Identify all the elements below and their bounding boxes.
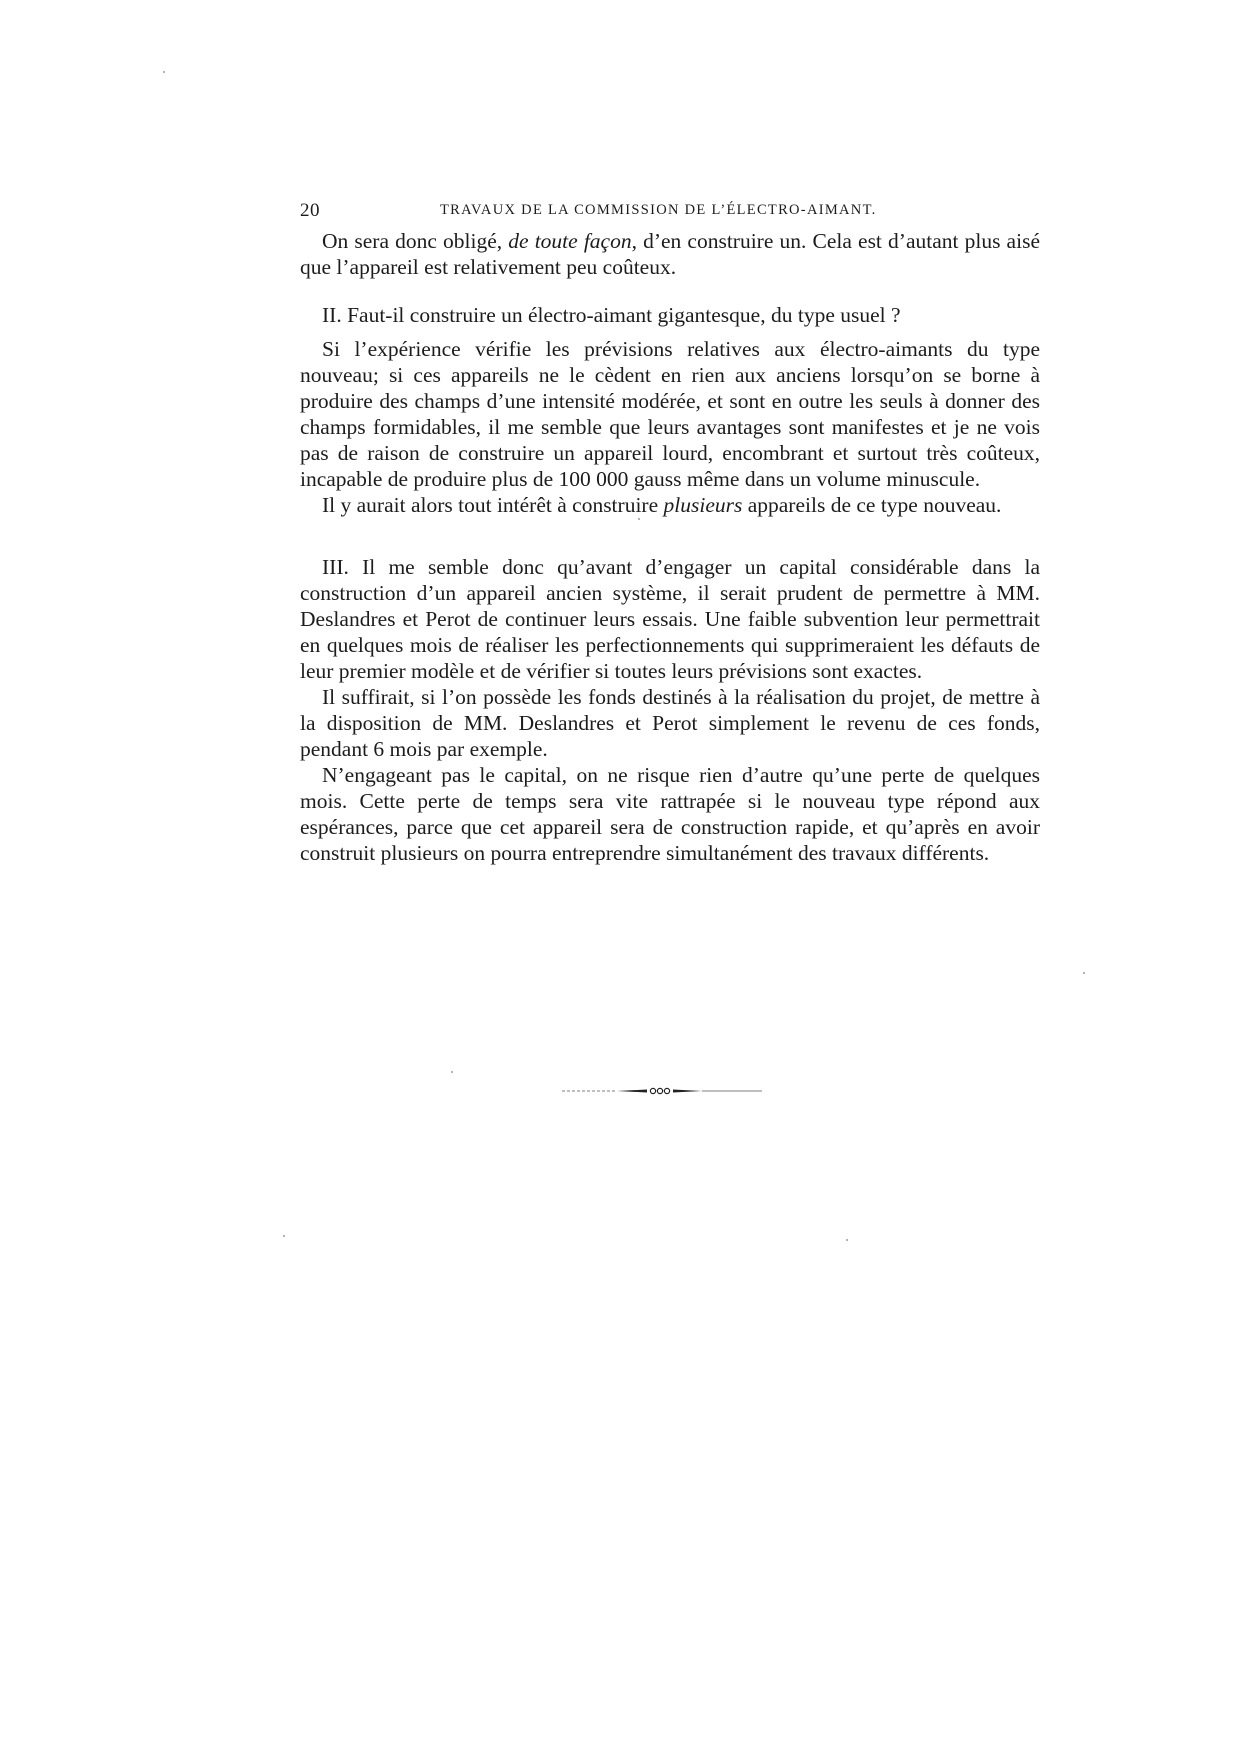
section-3-text: Il me semble donc qu’avant d’engager un capital considérable dans la construction d’un appareil ancien système, il serait prudent de permettre à MM. Deslandres et Perot de continuer leurs essais. Une faible subvention leur permettrait en quelques mois de réaliser les perfectionnements qui supprimeraient les défauts de leur premier modèle et de vérifier si toutes leurs prévisions sont exactes. xyxy=(300,555,1040,683)
paragraph-4 xyxy=(300,492,1040,518)
paragraph-7: N’engageant pas le capital, on ne risque rien d’autre qu’une perte de quelques mois. Cette perte de temps sera vite rattrapée si le nouveau type répond aux espérances, parce que cet appareil sera de construction rapide, et qu’après en avoir construit plusieurs on pourra entreprendre simultanément des travaux différents. xyxy=(300,763,1040,865)
scan-speck xyxy=(283,1235,285,1237)
paragraph-1-after: , d’en construire un. Cela est d’autant plus aisé que l’appareil est relativement peu coûteux. xyxy=(300,229,1040,279)
page-header xyxy=(300,200,1040,224)
scan-speck xyxy=(846,1239,848,1241)
section-3-numeral: III. xyxy=(322,555,349,579)
section-3-paragraph xyxy=(300,554,1040,684)
tailpiece-ornament-icon xyxy=(562,1086,762,1096)
paragraph-4-emphasis: plusieurs xyxy=(663,493,743,517)
paragraph-1-emphasis: de toute façon xyxy=(508,229,632,253)
paragraph-3: Si l’expérience vérifie les prévisions relatives aux électro-aimants du type nouveau; si ces appareils ne le cèdent en rien aux anciens lorsqu’on se borne à produire des champs d’une intensité modérée, et sont en outre les seuls à donner des champs formidables, il me semble que leurs avantages sont manifestes et je ne vois pas de raison de construire un appareil lourd, encombrant et surtout très coûteux, incapable de produire plus de 100 000 gauss même dans un volume minuscule. xyxy=(300,337,1040,491)
paragraph-6: Il suffirait, si l’on possède les fonds destinés à la réalisation du projet, de mettre à la disposition de MM. Deslandres et Perot simplement le revenu de ces fonds, pendant 6 mois par exemple. xyxy=(300,685,1040,761)
section-2-numeral: II. xyxy=(322,303,342,327)
running-title: TRAVAUX DE LA COMMISSION DE L’ÉLECTRO-AIMANT. xyxy=(440,202,877,218)
section-2-text: Faut-il construire un électro-aimant gigantesque, du type usuel ? xyxy=(341,303,901,327)
paragraph-1 xyxy=(300,228,1040,280)
section-2-heading xyxy=(300,302,1040,328)
paragraph-1-before: On sera donc obligé, xyxy=(322,229,509,253)
body-text xyxy=(300,228,1040,866)
scan-speck xyxy=(163,71,165,73)
paragraph-4-after: appareils de ce type nouveau. xyxy=(742,493,1002,517)
scan-speck xyxy=(451,1071,453,1073)
scan-speck xyxy=(638,518,640,520)
paragraph-4-before: Il y aurait alors tout intérêt à construire xyxy=(322,493,664,517)
scan-speck xyxy=(1083,972,1085,974)
page-number: 20 xyxy=(300,200,320,221)
